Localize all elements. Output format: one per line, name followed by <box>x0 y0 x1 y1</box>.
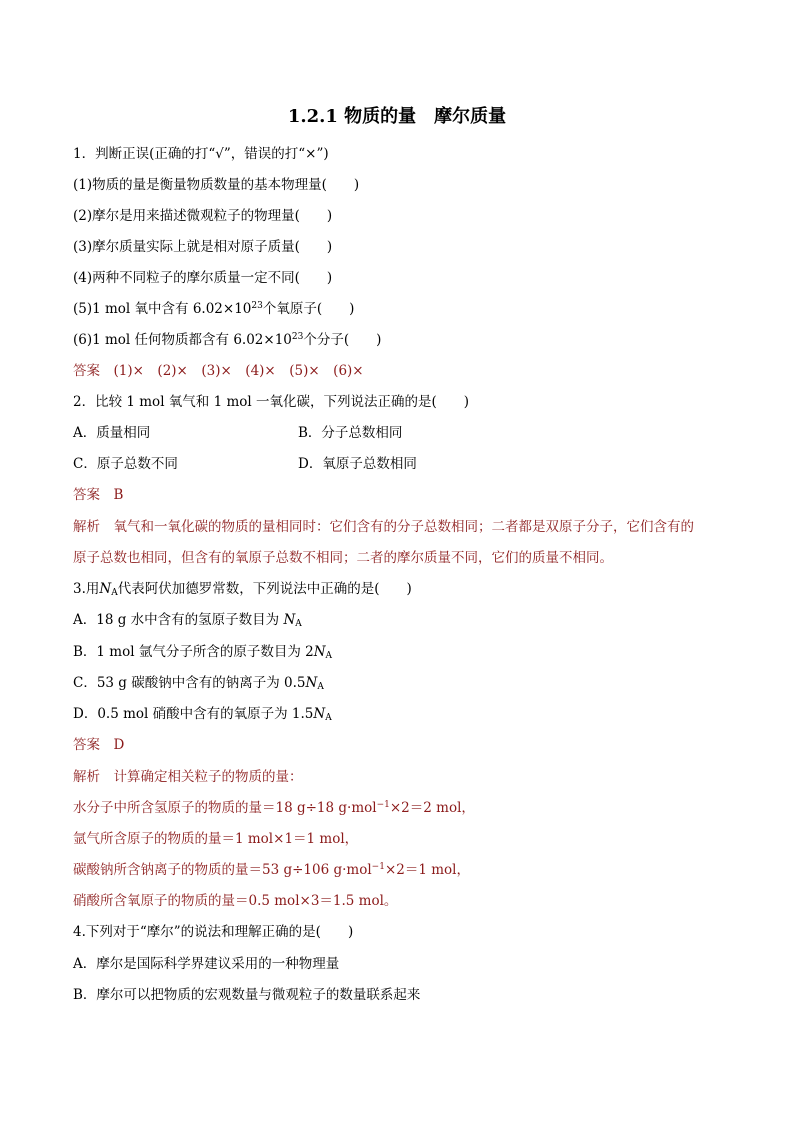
q1-item-1: (1)物质的量是衡量物质数量的基本物理量( ) <box>73 177 360 193</box>
q3-calc-4: 硝酸所含氧原子的物质的量＝0.5 mol×3＝1.5 mol。 <box>73 893 398 909</box>
q2-analysis-line-2: 原子总数也相同，但含有的氧原子总数不相同；二者的摩尔质量不同，它们的质量不相同。 <box>73 550 613 566</box>
q3-calc-3: 碳酸钠所含钠离子的物质的量＝53 g÷106 g·mol$^{-1}$×2＝1 mol， <box>73 862 470 878</box>
q1-stem: 1．判断正误(正确的打“√”，错误的打“×”) <box>73 146 329 162</box>
q4-stem: 4.下列对于“摩尔”的说法和理解正确的是( ) <box>73 924 354 940</box>
q3-answer: 答案 D <box>73 737 125 753</box>
q2-option-a: A．质量相同 <box>73 425 151 441</box>
q3-option-b: B．1 mol 氩气分子所含的原子数目为 $2N_A$ <box>73 644 333 661</box>
q2-analysis-line-1: 解析 氧气和一氧化碳的物质的量相同时：它们含有的分子总数相同；二者都是双原子分子，它们含有的 <box>73 519 694 535</box>
q3-calc-2: 氩气所含原子的物质的量＝1 mol×1＝1 mol， <box>73 831 359 847</box>
q1-answer: 答案 (1)× (2)× (3)× (4)× (5)× (6)× <box>73 363 364 379</box>
q2-option-c: C．原子总数不同 <box>73 456 178 472</box>
q3-option-d: D．0.5 mol 硝酸中含有的氧原子为 $1.5N_A$ <box>73 706 332 723</box>
q1-item-6: (6)1 mol 任何物质都含有 $6.02\times 10^{23}$个分子( ) <box>73 332 382 348</box>
q1-item-4: (4)两种不同粒子的摩尔质量一定不同( ) <box>73 270 333 286</box>
q1-item-2: (2)摩尔是用来描述微观粒子的物理量( ) <box>73 208 333 224</box>
q3-calc-1: 水分子中所含氢原子的物质的量＝18 g÷18 g·mol$^{-1}$×2＝2 mol， <box>73 800 475 816</box>
q2-option-b: B．分子总数相同 <box>298 425 403 441</box>
q1-item-3: (3)摩尔质量实际上就是相对原子质量( ) <box>73 239 333 255</box>
q3-analysis: 解析 计算确定相关粒子的物质的量： <box>73 769 303 785</box>
q1-item-5: (5)1 mol 氧中含有 $6.02\times 10^{23}$个氧原子( ) <box>73 301 355 317</box>
q2-stem: 2．比较 1 mol 氧气和 1 mol 一氧化碳，下列说法正确的是( ) <box>73 394 470 410</box>
q3-stem: 3.用$N_A$代表阿伏加德罗常数，下列说法中正确的是( ) <box>73 581 412 598</box>
q2-option-d: D．氧原子总数相同 <box>298 456 417 472</box>
q3-option-c: C．53 g 碳酸钠中含有的钠离子为 $0.5N_A$ <box>73 675 324 692</box>
q3-option-a: A．18 g 水中含有的氢原子数目为 $N_A$ <box>73 612 302 629</box>
page-title: 1.2.1 物质的量 摩尔质量 <box>287 106 507 127</box>
q4-option-a: A．摩尔是国际科学界建议采用的一种物理量 <box>73 956 340 972</box>
q2-answer: 答案 B <box>73 487 124 503</box>
q4-option-b: B．摩尔可以把物质的宏观数量与微观粒子的数量联系起来 <box>73 987 421 1003</box>
